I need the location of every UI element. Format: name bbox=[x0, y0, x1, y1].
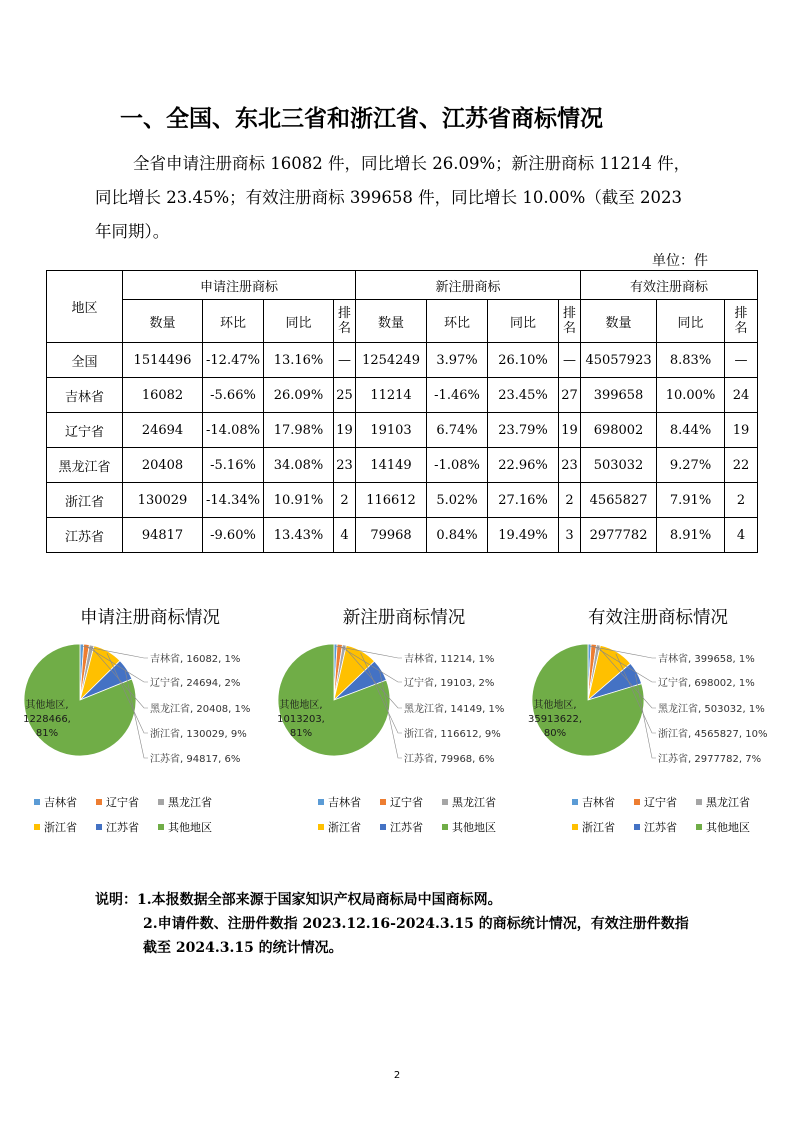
legend-label: 浙江省 bbox=[44, 821, 77, 834]
cell-valid: 4565827 bbox=[581, 483, 657, 518]
cell-valid: 4 bbox=[725, 518, 758, 553]
legend-label: 浙江省 bbox=[328, 821, 361, 834]
summary-line-1: 全省申请注册商标 16082 件，同比增长 26.09%；新注册商标 11214 件， bbox=[133, 154, 691, 173]
header-count: 数量 bbox=[356, 300, 427, 343]
data-label-other: 1013203, bbox=[277, 714, 325, 725]
legend-item-heilongjiang bbox=[158, 794, 230, 810]
note-line-1: 说明：1.本报数据全部来源于国家知识产权局商标局中国商标网。 bbox=[95, 892, 502, 908]
legend-label: 其他地区 bbox=[706, 821, 750, 834]
cell-new: 27 bbox=[559, 378, 581, 413]
cell-application: 2 bbox=[334, 483, 356, 518]
table-row bbox=[47, 378, 758, 413]
rank-char-1: 排 bbox=[338, 306, 352, 321]
cell-valid: 8.44% bbox=[657, 413, 725, 448]
cell-new: 19103 bbox=[356, 413, 427, 448]
cell-new: -1.46% bbox=[427, 378, 488, 413]
legend-item-zhejiang bbox=[318, 819, 380, 835]
chart-title: 有效注册商标情况 bbox=[588, 608, 728, 628]
data-label-heilongjiang: 黑龙江省, 14149, 1% bbox=[404, 704, 505, 715]
legend-swatch bbox=[634, 824, 640, 830]
legend-item-heilongjiang bbox=[696, 794, 768, 810]
legend-swatch bbox=[696, 824, 702, 830]
data-label-liaoning: 辽宁省, 24694, 2% bbox=[150, 678, 241, 689]
chart-legend bbox=[572, 794, 768, 844]
legend-label: 其他地区 bbox=[452, 821, 496, 834]
table-row bbox=[47, 413, 758, 448]
table-row bbox=[47, 483, 758, 518]
header-rank bbox=[725, 300, 758, 343]
legend-swatch bbox=[34, 799, 40, 805]
section-heading: 一、全国、东北三省和浙江省、江苏省商标情况 bbox=[120, 106, 603, 132]
legend-swatch bbox=[380, 799, 386, 805]
cell-application: 23 bbox=[334, 448, 356, 483]
legend-swatch bbox=[572, 824, 578, 830]
page-number: 2 bbox=[393, 1070, 401, 1081]
rank-char-1: 排 bbox=[734, 306, 748, 321]
header-yoy: 同比 bbox=[264, 300, 334, 343]
legend-label: 黑龙江省 bbox=[706, 796, 750, 809]
chart-title: 申请注册商标情况 bbox=[80, 608, 220, 628]
chart-title: 新注册商标情况 bbox=[342, 608, 466, 628]
table-row bbox=[47, 448, 758, 483]
cell-application: — bbox=[334, 343, 356, 378]
cell-region: 全国 bbox=[47, 343, 123, 378]
cell-application: 34.08% bbox=[264, 448, 334, 483]
data-label-jiangsu: 江苏省, 94817, 6% bbox=[150, 754, 241, 765]
cell-application: 24694 bbox=[123, 413, 203, 448]
cell-application: -5.66% bbox=[203, 378, 264, 413]
cell-valid: 2 bbox=[725, 483, 758, 518]
legend-row bbox=[572, 819, 768, 835]
cell-new: 6.74% bbox=[427, 413, 488, 448]
legend-swatch bbox=[318, 799, 324, 805]
header-mom: 环比 bbox=[203, 300, 264, 343]
chart-legend bbox=[34, 794, 230, 844]
cell-valid: 2977782 bbox=[581, 518, 657, 553]
legend-label: 辽宁省 bbox=[106, 796, 139, 809]
legend-item-heilongjiang bbox=[442, 794, 514, 810]
cell-valid: 399658 bbox=[581, 378, 657, 413]
cell-application: 1514496 bbox=[123, 343, 203, 378]
data-label-liaoning: 辽宁省, 19103, 2% bbox=[404, 678, 495, 689]
legend-item-zhejiang bbox=[34, 819, 96, 835]
header-yoy: 同比 bbox=[657, 300, 725, 343]
data-label-jilin: 吉林省, 16082, 1% bbox=[150, 654, 241, 665]
notes bbox=[95, 888, 689, 960]
cell-new: 0.84% bbox=[427, 518, 488, 553]
cell-valid: 8.83% bbox=[657, 343, 725, 378]
cell-new: 116612 bbox=[356, 483, 427, 518]
data-label-other: 1228466, bbox=[23, 714, 71, 725]
cell-region: 江苏省 bbox=[47, 518, 123, 553]
cell-application: 17.98% bbox=[264, 413, 334, 448]
legend-label: 辽宁省 bbox=[390, 796, 423, 809]
legend-swatch bbox=[318, 824, 324, 830]
cell-new: -1.08% bbox=[427, 448, 488, 483]
cell-new: 23.79% bbox=[488, 413, 559, 448]
data-label-other: 81% bbox=[35, 728, 59, 739]
legend-label: 浙江省 bbox=[582, 821, 615, 834]
header-yoy: 同比 bbox=[488, 300, 559, 343]
legend-label: 吉林省 bbox=[44, 796, 77, 809]
cell-region: 浙江省 bbox=[47, 483, 123, 518]
header-rank bbox=[559, 300, 581, 343]
legend-item-jiangsu bbox=[96, 819, 158, 835]
data-label-jilin: 吉林省, 11214, 1% bbox=[404, 654, 495, 665]
header-rank bbox=[334, 300, 356, 343]
cell-new: — bbox=[559, 343, 581, 378]
unit-label: 单位：件 bbox=[652, 253, 708, 269]
legend-swatch bbox=[158, 799, 164, 805]
cell-valid: 503032 bbox=[581, 448, 657, 483]
legend-label: 其他地区 bbox=[168, 821, 212, 834]
table-body bbox=[47, 343, 758, 553]
cell-valid: 22 bbox=[725, 448, 758, 483]
data-label-other: 其他地区, bbox=[279, 700, 323, 711]
data-label-other: 80% bbox=[543, 728, 567, 739]
cell-new: 19.49% bbox=[488, 518, 559, 553]
legend-item-jiangsu bbox=[634, 819, 696, 835]
cell-application: -9.60% bbox=[203, 518, 264, 553]
cell-region: 黑龙江省 bbox=[47, 448, 123, 483]
cell-new: 27.16% bbox=[488, 483, 559, 518]
cell-new: 23.45% bbox=[488, 378, 559, 413]
legend-item-jilin bbox=[34, 794, 96, 810]
legend-swatch bbox=[696, 799, 702, 805]
table-row bbox=[47, 343, 758, 378]
data-label-liaoning: 辽宁省, 698002, 1% bbox=[658, 678, 755, 689]
legend-swatch bbox=[634, 799, 640, 805]
legend-label: 江苏省 bbox=[644, 821, 677, 834]
legend-row bbox=[318, 819, 514, 835]
rank-char-1: 排 bbox=[563, 306, 577, 321]
legend-row bbox=[572, 794, 768, 810]
legend-swatch bbox=[442, 824, 448, 830]
cell-new: 11214 bbox=[356, 378, 427, 413]
legend-item-other bbox=[158, 819, 230, 835]
data-label-other: 35913622, bbox=[528, 714, 583, 725]
data-label-heilongjiang: 黑龙江省, 503032, 1% bbox=[658, 704, 765, 715]
data-label-jiangsu: 江苏省, 2977782, 7% bbox=[658, 754, 762, 765]
legend-label: 吉林省 bbox=[582, 796, 615, 809]
cell-application: -12.47% bbox=[203, 343, 264, 378]
data-label-jilin: 吉林省, 399658, 1% bbox=[658, 654, 755, 665]
legend-item-liaoning bbox=[96, 794, 158, 810]
cell-application: 94817 bbox=[123, 518, 203, 553]
cell-application: 19 bbox=[334, 413, 356, 448]
legend-item-zhejiang bbox=[572, 819, 634, 835]
cell-application: 20408 bbox=[123, 448, 203, 483]
cell-valid: 9.27% bbox=[657, 448, 725, 483]
data-label-other: 其他地区, bbox=[533, 700, 577, 711]
data-label-zhejiang: 浙江省, 116612, 9% bbox=[404, 729, 501, 740]
legend-item-liaoning bbox=[380, 794, 442, 810]
legend-label: 辽宁省 bbox=[644, 796, 677, 809]
cell-new: 19 bbox=[559, 413, 581, 448]
legend-swatch bbox=[34, 824, 40, 830]
cell-new: 23 bbox=[559, 448, 581, 483]
cell-valid: 10.00% bbox=[657, 378, 725, 413]
legend-swatch bbox=[96, 799, 102, 805]
legend-label: 黑龙江省 bbox=[168, 796, 212, 809]
cell-application: 130029 bbox=[123, 483, 203, 518]
cell-application: 4 bbox=[334, 518, 356, 553]
cell-application: -5.16% bbox=[203, 448, 264, 483]
legend-item-other bbox=[442, 819, 514, 835]
cell-new: 1254249 bbox=[356, 343, 427, 378]
legend-label: 吉林省 bbox=[328, 796, 361, 809]
pie-svg bbox=[20, 640, 280, 790]
cell-region: 吉林省 bbox=[47, 378, 123, 413]
cell-new: 79968 bbox=[356, 518, 427, 553]
cell-valid: 7.91% bbox=[657, 483, 725, 518]
cell-region: 辽宁省 bbox=[47, 413, 123, 448]
header-group-valid: 有效注册商标 bbox=[581, 271, 758, 300]
cell-valid: 698002 bbox=[581, 413, 657, 448]
pie-svg bbox=[528, 640, 788, 790]
cell-new: 26.10% bbox=[488, 343, 559, 378]
legend-row bbox=[34, 819, 230, 835]
header-mom: 环比 bbox=[427, 300, 488, 343]
cell-application: -14.08% bbox=[203, 413, 264, 448]
cell-application: 13.16% bbox=[264, 343, 334, 378]
summary-paragraph bbox=[95, 147, 735, 249]
cell-new: 22.96% bbox=[488, 448, 559, 483]
legend-row bbox=[34, 794, 230, 810]
cell-application: 16082 bbox=[123, 378, 203, 413]
cell-application: -14.34% bbox=[203, 483, 264, 518]
legend-swatch bbox=[572, 799, 578, 805]
data-label-other: 81% bbox=[289, 728, 313, 739]
legend-swatch bbox=[158, 824, 164, 830]
table-row bbox=[47, 518, 758, 553]
legend-item-jilin bbox=[318, 794, 380, 810]
pie-svg bbox=[274, 640, 534, 790]
data-label-zhejiang: 浙江省, 130029, 9% bbox=[150, 729, 247, 740]
chart-legend bbox=[318, 794, 514, 844]
data-label-other: 其他地区, bbox=[25, 700, 69, 711]
trademark-stats-table bbox=[46, 270, 758, 553]
legend-swatch bbox=[380, 824, 386, 830]
cell-valid: 8.91% bbox=[657, 518, 725, 553]
note-line-2: 2.申请件数、注册件数指 2023.12.16-2024.3.15 的商标统计情况，有效注册件数指 bbox=[143, 916, 689, 932]
header-group-application: 申请注册商标 bbox=[123, 271, 356, 300]
header-count: 数量 bbox=[123, 300, 203, 343]
rank-char-2: 名 bbox=[338, 321, 352, 336]
data-label-jiangsu: 江苏省, 79968, 6% bbox=[404, 754, 495, 765]
legend-swatch bbox=[442, 799, 448, 805]
cell-valid: 24 bbox=[725, 378, 758, 413]
cell-new: 3 bbox=[559, 518, 581, 553]
cell-new: 3.97% bbox=[427, 343, 488, 378]
cell-application: 13.43% bbox=[264, 518, 334, 553]
legend-item-other bbox=[696, 819, 768, 835]
cell-valid: 45057923 bbox=[581, 343, 657, 378]
legend-label: 黑龙江省 bbox=[452, 796, 496, 809]
header-group-new: 新注册商标 bbox=[356, 271, 581, 300]
legend-swatch bbox=[96, 824, 102, 830]
legend-row bbox=[318, 794, 514, 810]
cell-new: 2 bbox=[559, 483, 581, 518]
legend-item-liaoning bbox=[634, 794, 696, 810]
cell-application: 26.09% bbox=[264, 378, 334, 413]
summary-line-2: 同比增长 23.45%；有效注册商标 399658 件，同比增长 10.00%（截至 2023 bbox=[95, 188, 683, 207]
cell-new: 5.02% bbox=[427, 483, 488, 518]
cell-new: 14149 bbox=[356, 448, 427, 483]
cell-application: 10.91% bbox=[264, 483, 334, 518]
data-label-heilongjiang: 黑龙江省, 20408, 1% bbox=[150, 704, 251, 715]
legend-item-jiangsu bbox=[380, 819, 442, 835]
cell-valid: 19 bbox=[725, 413, 758, 448]
legend-item-jilin bbox=[572, 794, 634, 810]
note-line-3: 截至 2024.3.15 的统计情况。 bbox=[143, 940, 343, 956]
cell-valid: — bbox=[725, 343, 758, 378]
data-label-zhejiang: 浙江省, 4565827, 10% bbox=[658, 729, 768, 740]
header-count: 数量 bbox=[581, 300, 657, 343]
legend-label: 江苏省 bbox=[106, 821, 139, 834]
rank-char-2: 名 bbox=[563, 321, 577, 336]
header-region: 地区 bbox=[47, 271, 123, 343]
cell-application: 25 bbox=[334, 378, 356, 413]
summary-line-3: 年同期）。 bbox=[95, 222, 170, 241]
rank-char-2: 名 bbox=[734, 321, 748, 336]
legend-label: 江苏省 bbox=[390, 821, 423, 834]
